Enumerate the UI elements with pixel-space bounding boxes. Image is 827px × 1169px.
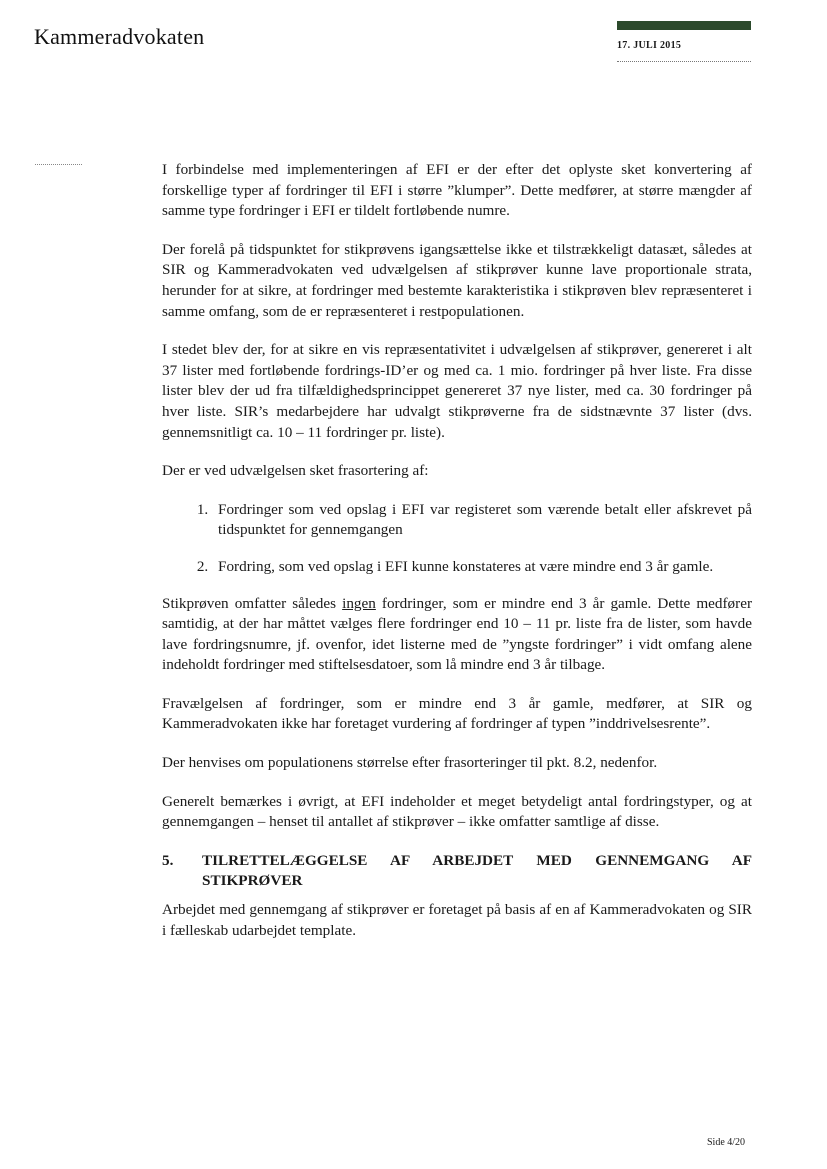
paragraph-sample-scope <box>162 594 752 676</box>
paragraph-general-note: Generelt bemærkes i øvrigt, at EFI indeholder et meget betydeligt antal fordringstyper, og at gennemgangen – henset til antallet af stikprøver – ikke omfatter samtlige af disse. <box>162 792 752 831</box>
list-item: 1. Fordringer som ved opslag i EFI var registeret som værende betalt eller afskrevet på tidspunktet for gennemgangen <box>212 500 752 541</box>
underlined-word: ingen <box>342 594 376 612</box>
company-logo: Kammeradvokaten <box>34 24 205 49</box>
paragraph-lists: I stedet blev der, for at sikre en vis repræsentativitet i udvælgelsen af stikprøver, genereret i alt 37 lister med fortløbende fordrings-ID’er og med ca. 1 mio. fordringer på hver liste. Fra disse lister blev der ud fra tilfældighedsprincippet genereret 37 nye lister, med ca. 30 fordringer på hver liste. SIR’s medarbejdere har udvalgt stikprøverne fra de sidstnævnte 37 lister (dvs. gennemsnitligt ca. 10 – 11 fordringer pr. liste). <box>162 341 752 441</box>
paragraph-sorting-intro: Der er ved udvælgelsen sket frasortering af: <box>162 462 429 480</box>
paragraph-dataset: Der forelå på tidspunktet for stikprøvens igangsættelse ikke et tilstrækkeligt datasæt, således at SIR og Kammeradvokaten ved udvælgelsen af stikprøver kunne lave proportionale strata, herunder for at sikre, at fordringer med bestemte karakteristika i stikprøven blev repræsenteret i samme omfang, som de er repræsenteret i restpopulationen. <box>162 240 752 320</box>
paragraph-reference: Der henvises om populationens størrelse efter frasorteringer til pkt. 8.2, nedenfor. <box>162 754 658 772</box>
document-body <box>162 160 752 959</box>
section-number: 5. <box>162 851 174 869</box>
paragraph-text: Stikprøven omfatter således <box>162 594 343 612</box>
page-number: Side 4/20 <box>707 1137 746 1148</box>
paragraph-deselection: Fravælgelsen af fordringer, som er mindre end 3 år gamle, medfører, at SIR og Kammeradvokaten ikke har foretaget vurdering af fordringer af typen ”inddrivelsesrente”. <box>162 694 752 733</box>
paragraph-template: Arbejdet med gennemgang af stikprøver er foretaget på basis af en af Kammeradvokaten og SIR i fælleskab udarbejdet template. <box>162 901 752 939</box>
header-color-bar <box>617 21 751 30</box>
margin-marker <box>35 164 82 165</box>
paragraph-text: fordringer, som er mindre end 3 år gamle. Dette medfører samtidig, at der har måttet vælges flere fordringer end 10 – 11 pr. liste fra de lister, som havde lave fordringsnumre, jf. ovenfor, idet listerne med de ”yngste fordringer” i vidt omfang alene indeholdt fordringer med stiftelsesdatoer, som lå mindre end 3 år tilbage. <box>162 594 752 674</box>
section-heading <box>162 851 752 892</box>
document-date: 17. JULI 2015 <box>617 40 682 51</box>
section-title: TILRETTELÆGGELSE AF ARBEJDET MED GENNEMGANG AF STIKPRØVER <box>202 851 752 890</box>
header-divider <box>617 61 751 62</box>
sorting-list <box>162 500 752 578</box>
list-item: 2. Fordring, som ved opslag i EFI kunne konstateres at være mindre end 3 år gamle. <box>212 557 752 578</box>
paragraph-conversion: I forbindelse med implementeringen af EFI er der efter det oplyste sket konvertering af forskellige typer af fordringer til EFI i større ”klumper”. Dette medfører, at større mængder af samme type fordringer i EFI er tildelt fortløbende numre. <box>162 161 752 220</box>
